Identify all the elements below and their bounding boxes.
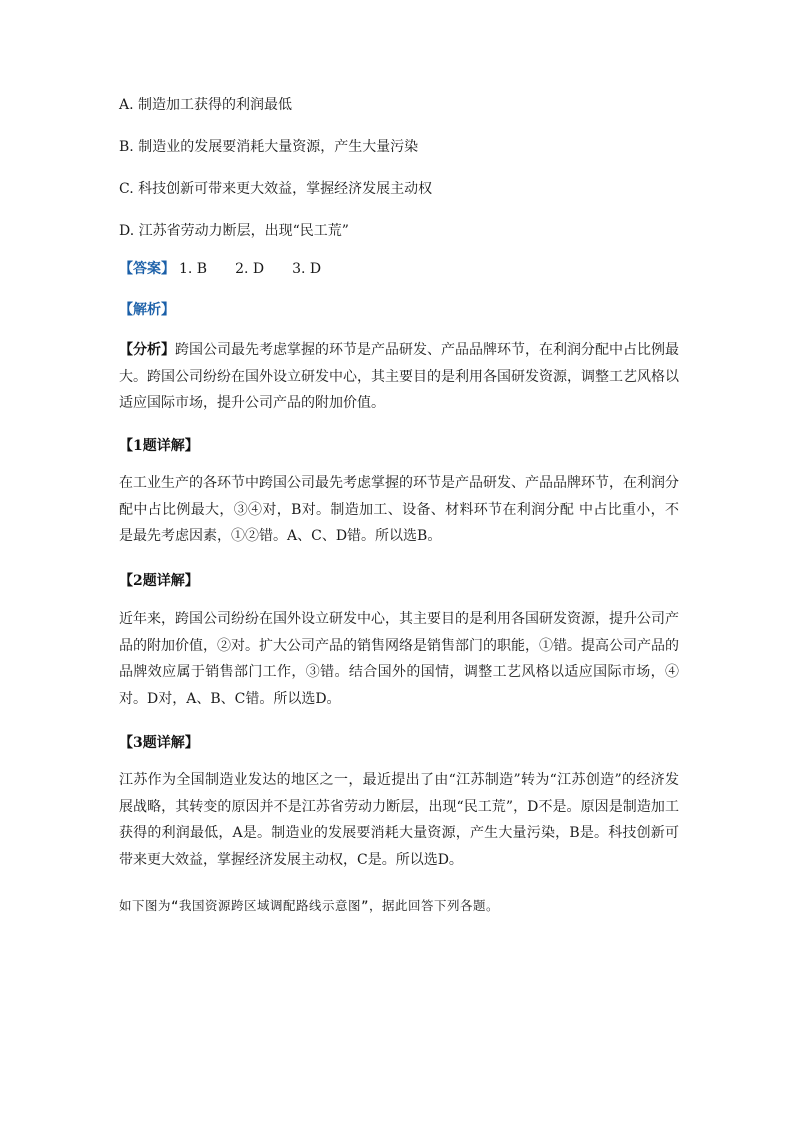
detail-2-label: 【2题详解】 (119, 573, 199, 589)
detail-1-heading (119, 437, 199, 455)
detail-1-label: 【1题详解】 (119, 438, 199, 454)
summary-text: 跨国公司最先考虑掌握的环节是产品研发、产品品牌环节，在利润分配中占比例最大。跨国公司纷纷在国外设立研发中心，其主要目的是利用各国研发资源，调整工艺风格以适应国际市场，提升公司产品的附加价值。 (119, 342, 679, 411)
detail-3-paragraph: 江苏作为全国制造业发达的地区之一，最近提出了由“江苏制造”转为“江苏创造”的经济发展战略，其转变的原因并不是江苏省劳动力断层，出现“民工荒”，D不是。原因是制造加工获得的利润最低，A是。制造业的发展要消耗大量资源，产生大量污染，B是。科技创新可带来更大效益，掌握经济发展主动权，C是。所以选D。 (119, 772, 679, 868)
option-d: D. 江苏省劳动力断层，出现“民工荒” (119, 223, 349, 239)
detail-1-paragraph: 在工业生产的各环节中跨国公司最先考虑掌握的环节是产品研发、产品品牌环节，在利润分配中占比例最大，③④对，B对。制造加工、设备、材料环节在利润分配 中占比重小，不是最先考虑因素，①②错。A、C、D错。所以选B。 (119, 475, 679, 544)
detail-3-label: 【3题详解】 (119, 735, 199, 751)
option-c: C. 科技创新可带来更大效益，掌握经济发展主动权 (119, 181, 433, 197)
analysis-heading (119, 301, 175, 319)
option-b: B. 制造业的发展要消耗大量资源，产生大量污染 (119, 139, 419, 155)
analysis-label: 【解析】 (119, 302, 175, 318)
detail-2-paragraph: 近年来，跨国公司纷纷在国外设立研发中心，其主要目的是利用各国研发资源，提升公司产品的附加价值，②对。扩大公司产品的销售网络是销售部门的职能，①错。提高公司产品的品牌效应属于销售部门工作，③错。结合国外的国情，调整工艺风格以适应国际市场，④对。D对，A、B、C错。所以选D。 (119, 611, 679, 707)
answer-label: 【答案】 (119, 261, 175, 277)
detail-2-heading (119, 572, 199, 590)
next-question-intro: 如下图为“我国资源跨区域调配路线示意图”，据此回答下列各题。 (119, 898, 500, 913)
summary-paragraph (119, 337, 679, 417)
option-a: A. 制造加工获得的利润最低 (119, 97, 293, 113)
answer-values: 1. B 2. D 3. D (179, 261, 322, 277)
detail-3-heading (119, 734, 199, 752)
answer-line (119, 260, 321, 278)
summary-label: 【分析】 (119, 342, 175, 358)
